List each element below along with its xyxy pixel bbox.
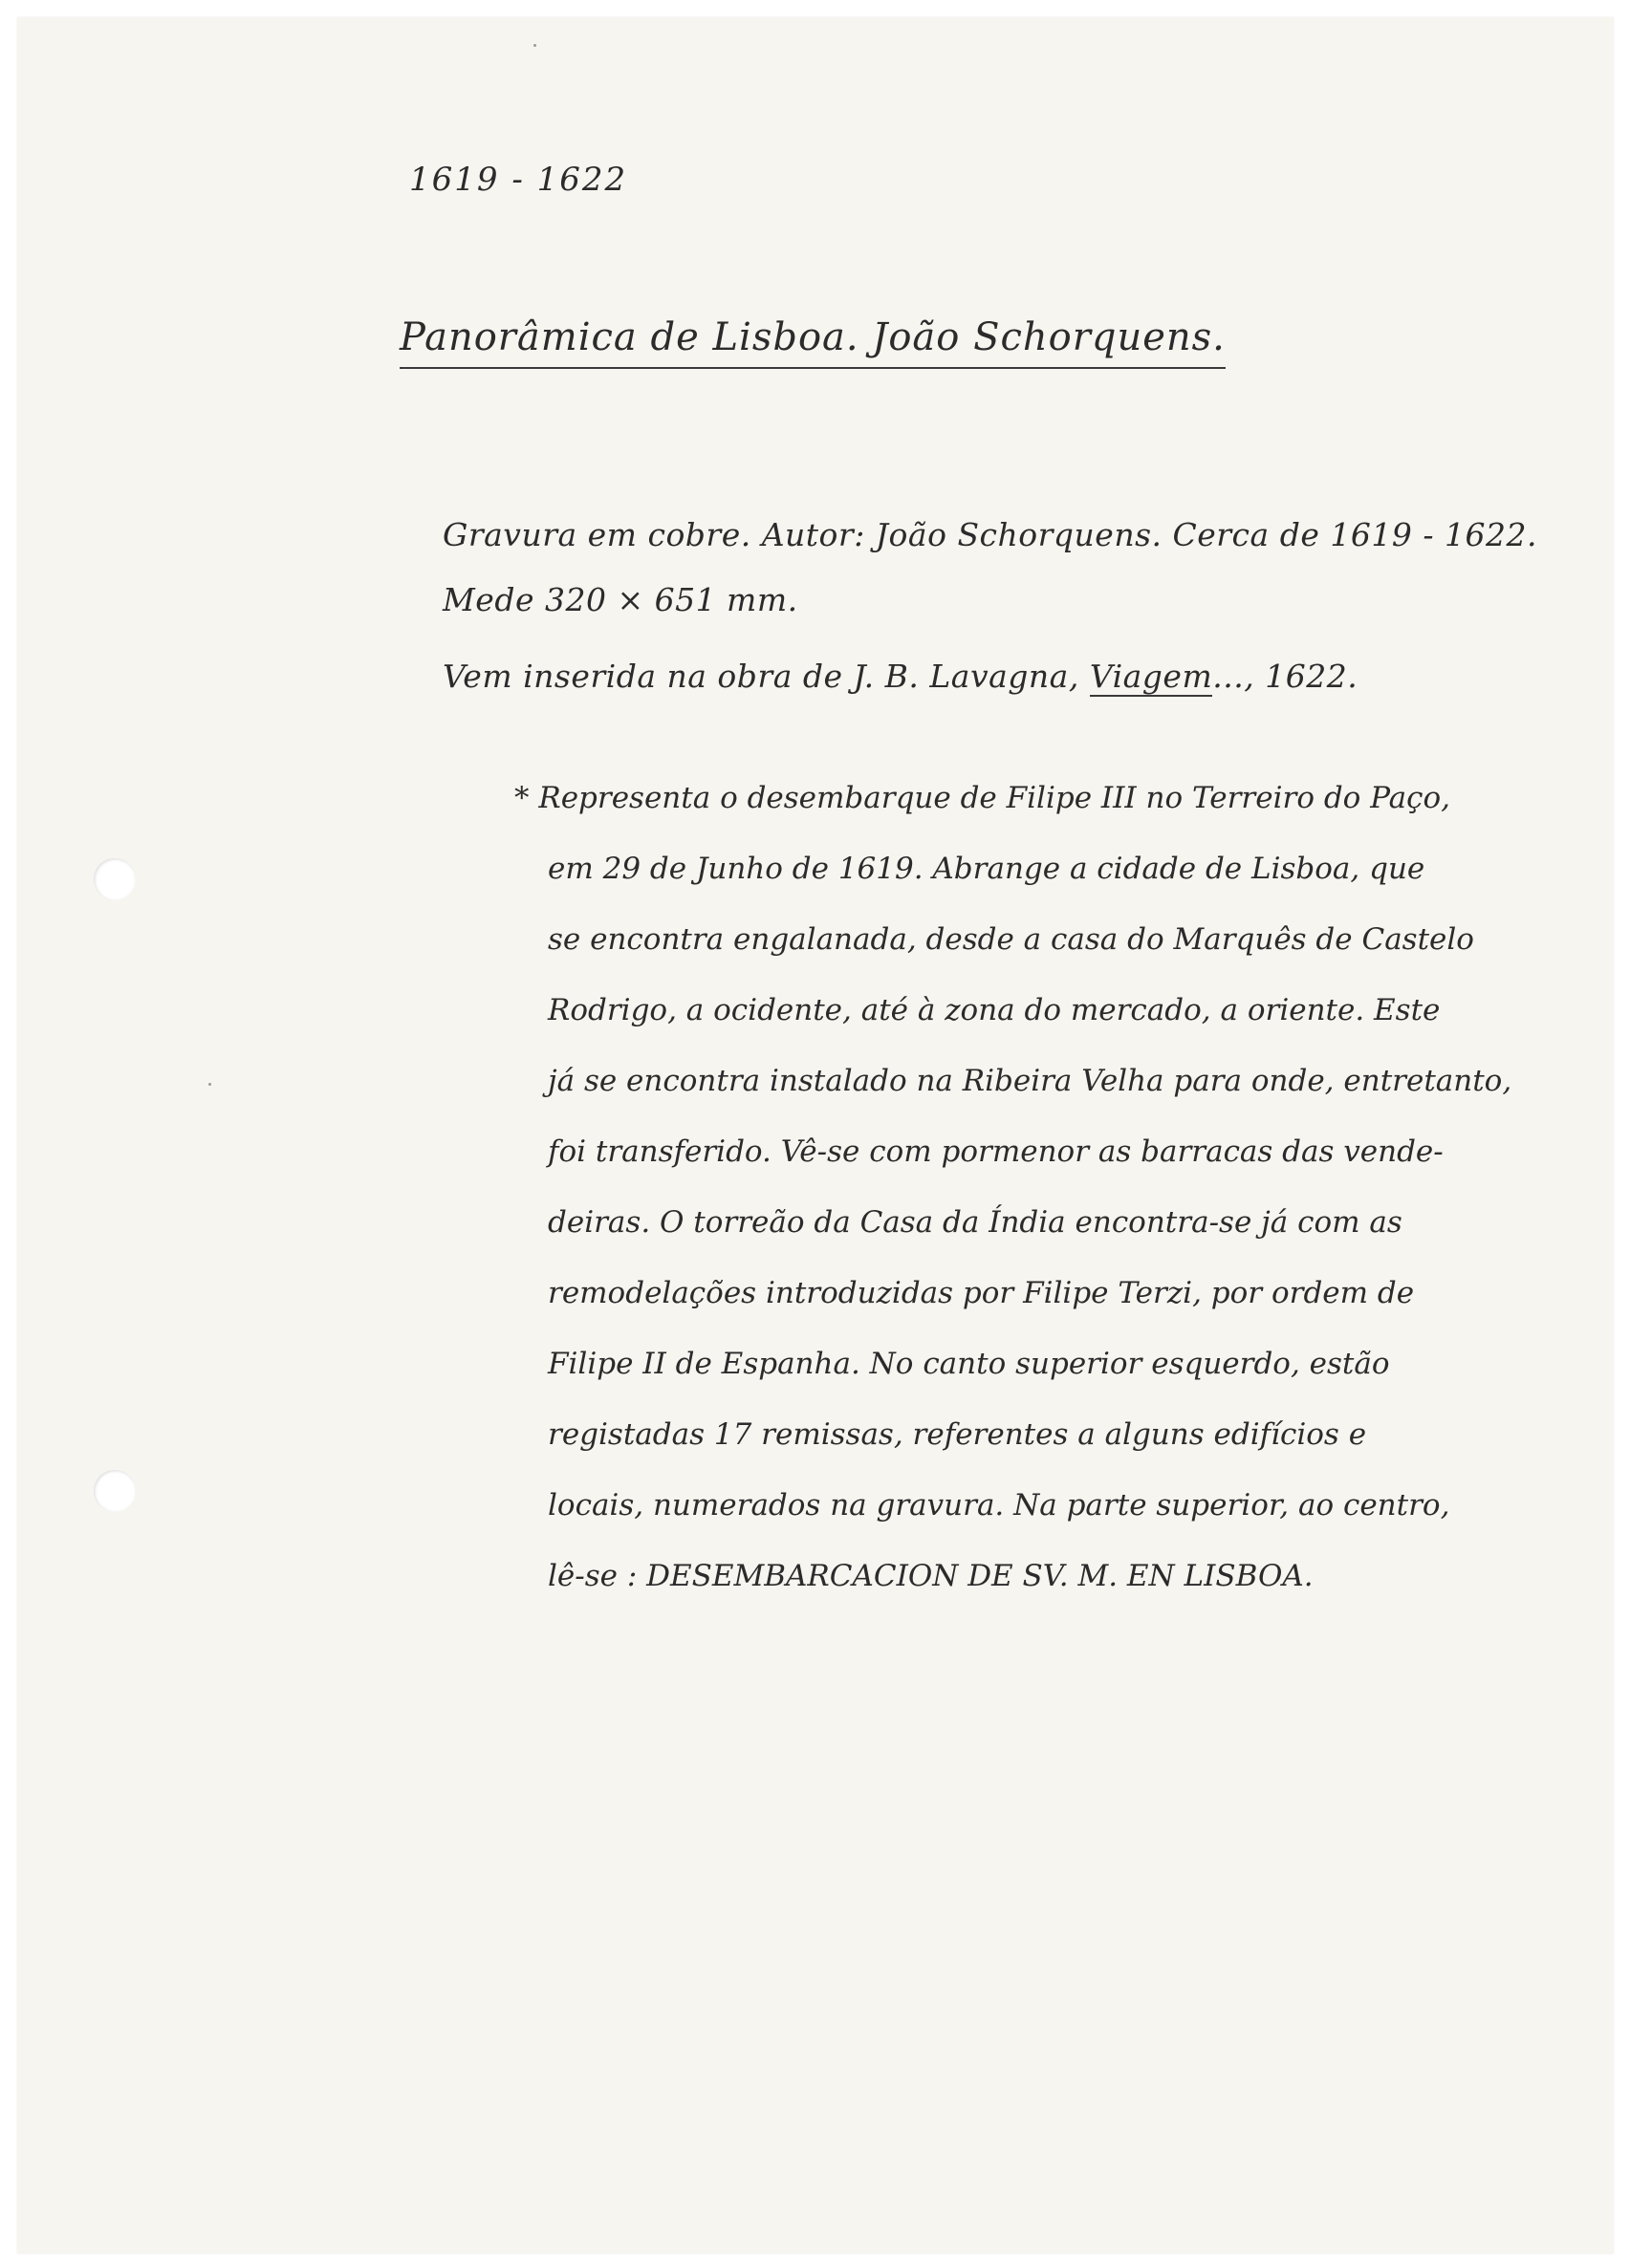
paper-speck	[208, 1083, 211, 1086]
document-title: Panorâmica de Lisboa. João Schorquens.	[400, 315, 1226, 369]
punch-hole	[94, 858, 136, 900]
document-page	[17, 17, 1614, 2254]
description-line: foi transferido. Vê-se com pormenor as barracas das vende-	[548, 1134, 1444, 1169]
meta-line-3	[443, 658, 1358, 695]
description-line: se encontra engalanada, desde a casa do Marquês de Castelo	[548, 922, 1474, 957]
description-line: já se encontra instalado na Ribeira Velha para onde, entretanto,	[548, 1064, 1512, 1098]
document-date: 1619 - 1622	[409, 161, 628, 199]
meta-line-3-work-title: Viagem	[1089, 658, 1213, 695]
description-line: * Representa o desembarque de Filipe III no Terreiro do Paço,	[514, 781, 1451, 815]
description-line: Filipe II de Espanha. No canto superior esquerdo, estão	[548, 1347, 1390, 1381]
description-line: Rodrigo, a ocidente, até à zona do mercado, a oriente. Este	[548, 993, 1441, 1027]
description-block	[514, 763, 1595, 1611]
meta-line-2: Mede 320 × 651 mm.	[443, 581, 798, 618]
description-line: registadas 17 remissas, referentes a alguns edifícios e	[548, 1417, 1367, 1452]
description-line: deiras. O torreão da Casa da Índia encontra-se já com as	[548, 1205, 1402, 1240]
paper-speck	[533, 44, 536, 47]
description-line: em 29 de Junho de 1619. Abrange a cidade de Lisboa, que	[548, 852, 1425, 886]
description-line: locais, numerados na gravura. Na parte superior, ao centro,	[548, 1488, 1450, 1523]
description-line: remodelações introduzidas por Filipe Terzi, por ordem de	[548, 1276, 1415, 1310]
description-line: lê-se : DESEMBARCACION DE SV. M. EN LISBOA.	[548, 1559, 1314, 1593]
meta-line-3-prefix: Vem inserida na obra de J. B. Lavagna,	[443, 658, 1079, 695]
meta-line-1: Gravura em cobre. Autor: João Schorquens. Cerca de 1619 - 1622.	[443, 516, 1537, 553]
punch-hole	[94, 1470, 136, 1512]
meta-line-3-suffix: ..., 1622.	[1212, 658, 1358, 695]
